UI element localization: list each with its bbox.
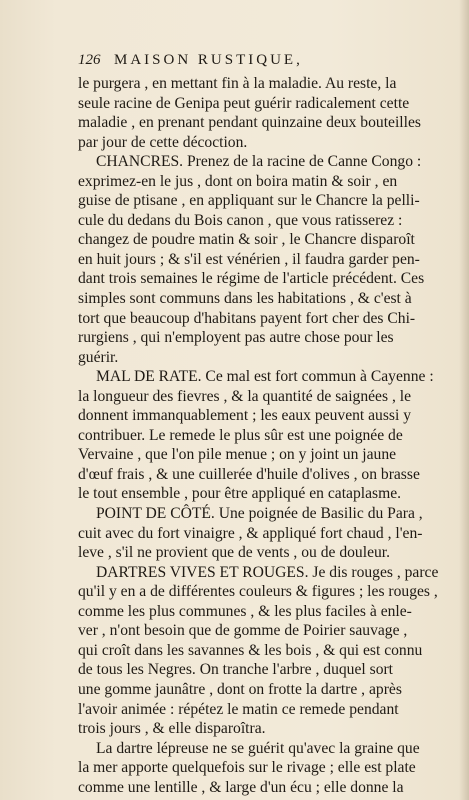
text-line: l'avoir animée : répétez le matin ce remede pendant [78,700,399,718]
text-line: ver , n'ont besoin que de gomme de Poirier sauvage , [78,622,408,640]
text-line: rurgiens , qui n'employent pas autre chose pour les [78,329,394,347]
paragraph-dartre-lepreuse-start: La dartre lépreuse ne se guérit qu'avec la graine que [96,739,420,757]
text-line: guérir. [78,348,119,366]
running-title: MAISON RUSTIQUE, [114,52,303,68]
text-line: simples sont communs dans les habitations , & c'est à [78,290,412,308]
page-edge-shadow [459,0,469,800]
text-line: qui croît dans les savannes & les bois , & qui est connu [78,641,423,659]
text-line: changez de poudre matin & soir , le Chancre disparoît [78,231,415,249]
text-line: le purgera , en mettant fin à la maladie. Au reste, la [78,75,397,92]
text-line: donnent immanquablement ; les eaux peuvent aussi y [78,407,412,425]
page-number: 126 [78,52,101,68]
paragraph-dartres-start: DARTRES VIVES ET ROUGES. Je dis rouges , parce [96,563,439,581]
text-line: d'œuf frais , & une cuillerée d'huile d'olives , on brasse [78,465,420,483]
text-line: comme une lentille , & large d'un écu ; elle donne la [78,778,404,796]
text-line: trois jours , & elle disparoîtra. [78,720,266,738]
text-line: cuit avec du fort vinaigre , & appliqué fort chaud , l'en- [78,524,423,542]
text-line: comme les plus communes , & les plus faciles à enle- [78,602,412,620]
text-line: la mer apporte quelquefois sur le rivage ; elle est plate [78,759,416,777]
text-line: leve , s'il ne provient que de vents , ou de douleur. [78,544,391,562]
text-line: la longueur des fievres , & la quantité de saignées , le [78,387,411,405]
text-line: le tout ensemble , pour être appliqué en cataplasme. [78,485,402,503]
text-line: dant trois semaines le régime de l'article précédent. Ces [78,270,425,288]
page-header [78,52,458,74]
text-line: exprimez-en le jus , dont on boira matin & soir , en [78,172,398,190]
text-line: contribuer. Le remede le plus sûr est une poignée de [78,426,403,444]
text-line: une gomme jaunâtre , dont on frotte la dartre , après [78,680,402,698]
text-line: maladie , en prenant pendant quinzaine deux bouteilles [78,114,421,132]
text-line: seule racine de Genipa peut guérir radicalement cette [78,94,410,112]
paragraph-mal-de-rate-start: MAL DE RATE. Ce mal est fort commun à Cayenne : [96,368,434,386]
text-line: de tous les Negres. On tranche l'arbre , duquel sort [78,661,394,679]
text-line: cule du dedans du Bois canon , que vous ratisserez : [78,211,403,229]
text-line: guise de ptisane , en appliquant sur le Chancre la pelli- [78,192,420,210]
text-line: tort que beaucoup d'habitans payent fort cher des Chi- [78,309,416,327]
paragraph-chancres-start: CHANCRES. Prenez de la racine de Canne Congo : [96,153,422,171]
page-body [78,74,458,797]
text-line: en huit jours ; & s'il est vénérien , il faudra garder pen- [78,250,420,268]
text-line: par jour de cette décoction. [78,133,248,151]
paragraph-point-de-cote-start: POINT DE CÔTÉ. Une poignée de Basilic du Para , [96,505,423,523]
text-line: Vervaine , que l'on pile menue ; on y joint un jaune [78,446,397,464]
text-line: qu'il y en a de différentes couleurs & figures ; les rouges , [78,583,438,601]
